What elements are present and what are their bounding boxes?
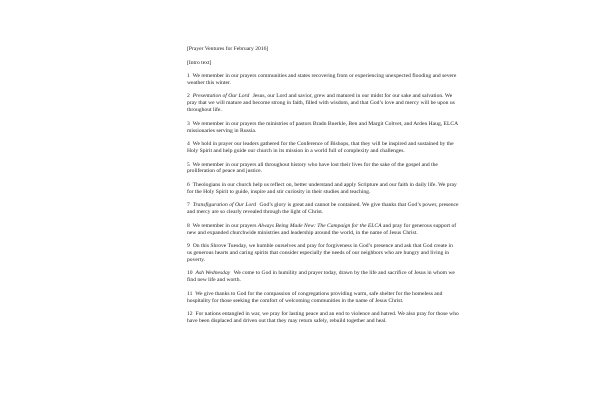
item-text: We hold in prayer our leaders gathered for the Conference of Bishops, that they will be inspired and sustained by the Holy Spirit and help guide our church in its mission in a world full of complexity and challenges.: [187, 141, 454, 155]
prayer-item-8: [187, 223, 459, 237]
item-text: God’s glory is great and cannot be contained. We give thanks that God’s power, presence and mercy are so clearly revealed through the light of Christ.: [187, 202, 459, 216]
item-text-after: and pray for generous support of new and expanded churchwide ministries and leadership around the world, in the name of Jesus Christ.: [187, 222, 457, 236]
item-text: For nations entangled in war, we pray for lasting peace and an end to violence and hatred. We also pray for those who have been displaced and driven out that they may return safely, rebuild together and heal.: [187, 311, 459, 325]
prayer-item-10: [187, 270, 459, 284]
item-text: We remember in our prayers all throughout history who have lost their lives for the sake of the gospel and the proliferation of peace and justice.: [187, 161, 438, 175]
prayer-item-3: [187, 121, 459, 135]
item-title: Presentation of Our Lord: [192, 93, 250, 100]
item-text: We come to God in humility and prayer today, drawn by the life and sacrifice of Jesus in whom we find new life and worth.: [187, 270, 455, 284]
prayer-item-12: [187, 311, 459, 325]
prayer-item-9: [187, 243, 459, 264]
campaign-title: Always Being Made New: The Campaign for the ELCA: [257, 222, 382, 229]
prayer-item-7: [187, 202, 459, 216]
prayer-item-1: [187, 73, 459, 87]
item-text: We give thanks to God for the compassion of congregations providing warm, safe shelter for the homeless and hospitality for those seeking the comfort of welcoming communities in the name of Jesus Christ.: [187, 290, 443, 304]
item-number: 5: [187, 161, 190, 168]
prayer-item-4: [187, 141, 459, 155]
item-number: 12: [187, 311, 193, 318]
item-number: 4: [187, 141, 190, 148]
prayer-item-11: [187, 291, 459, 305]
prayer-item-5: [187, 162, 459, 176]
item-number: 6: [187, 181, 190, 188]
prayer-item-6: [187, 182, 459, 196]
item-text: Jesus, our Lord and savior, grew and matured in our midst for our sake and salvation. We pray that we will mature and become strong in faith, filled with wisdom, and that God’s love and mercy will be upon us throughout life.: [187, 93, 455, 114]
prayer-item-2: [187, 93, 459, 114]
document-body: [187, 46, 459, 332]
item-number: 9: [187, 243, 190, 250]
item-title: Transfiguration of Our Lord: [192, 202, 257, 209]
item-text: We remember in our prayers the ministries of pastors Bradn Buerkle, Ben and Margit Coltvet, and Arden Haug, ELCA missionaries serving in Russia.: [187, 120, 458, 134]
item-number: 7: [187, 202, 190, 209]
item-title: Ash Wednesday: [195, 270, 231, 277]
item-number: 3: [187, 120, 190, 127]
intro-placeholder: [Intro text]: [187, 59, 212, 66]
item-text-before: We remember in our prayers: [192, 222, 257, 229]
item-text: We remember in our prayers communities and states recovering from or experiencing unexpected flooding and severe weather this winter.: [187, 73, 457, 86]
item-text: On this Shrove Tuesday, we humble ourselves and pray for forgiveness in God’s presence and ask that God create in us generous hearts and caring spirits that consider especially the needs of our neighbors who are hungry and living in poverty.: [187, 243, 453, 263]
item-number: 11: [187, 290, 193, 297]
item-number: 10: [187, 270, 193, 277]
item-number: 2: [187, 93, 190, 100]
item-number: 8: [187, 222, 190, 229]
document-heading: [Prayer Ventures for February 2016]: [187, 46, 269, 52]
item-number: 1: [187, 73, 190, 79]
item-text: Theologians in our church help us reflect on, better understand and apply Scripture and our faith in daily life. We pray for the Holy Spirit to guide, inspire and stir curiosity in their studies and teaching.: [187, 181, 457, 195]
